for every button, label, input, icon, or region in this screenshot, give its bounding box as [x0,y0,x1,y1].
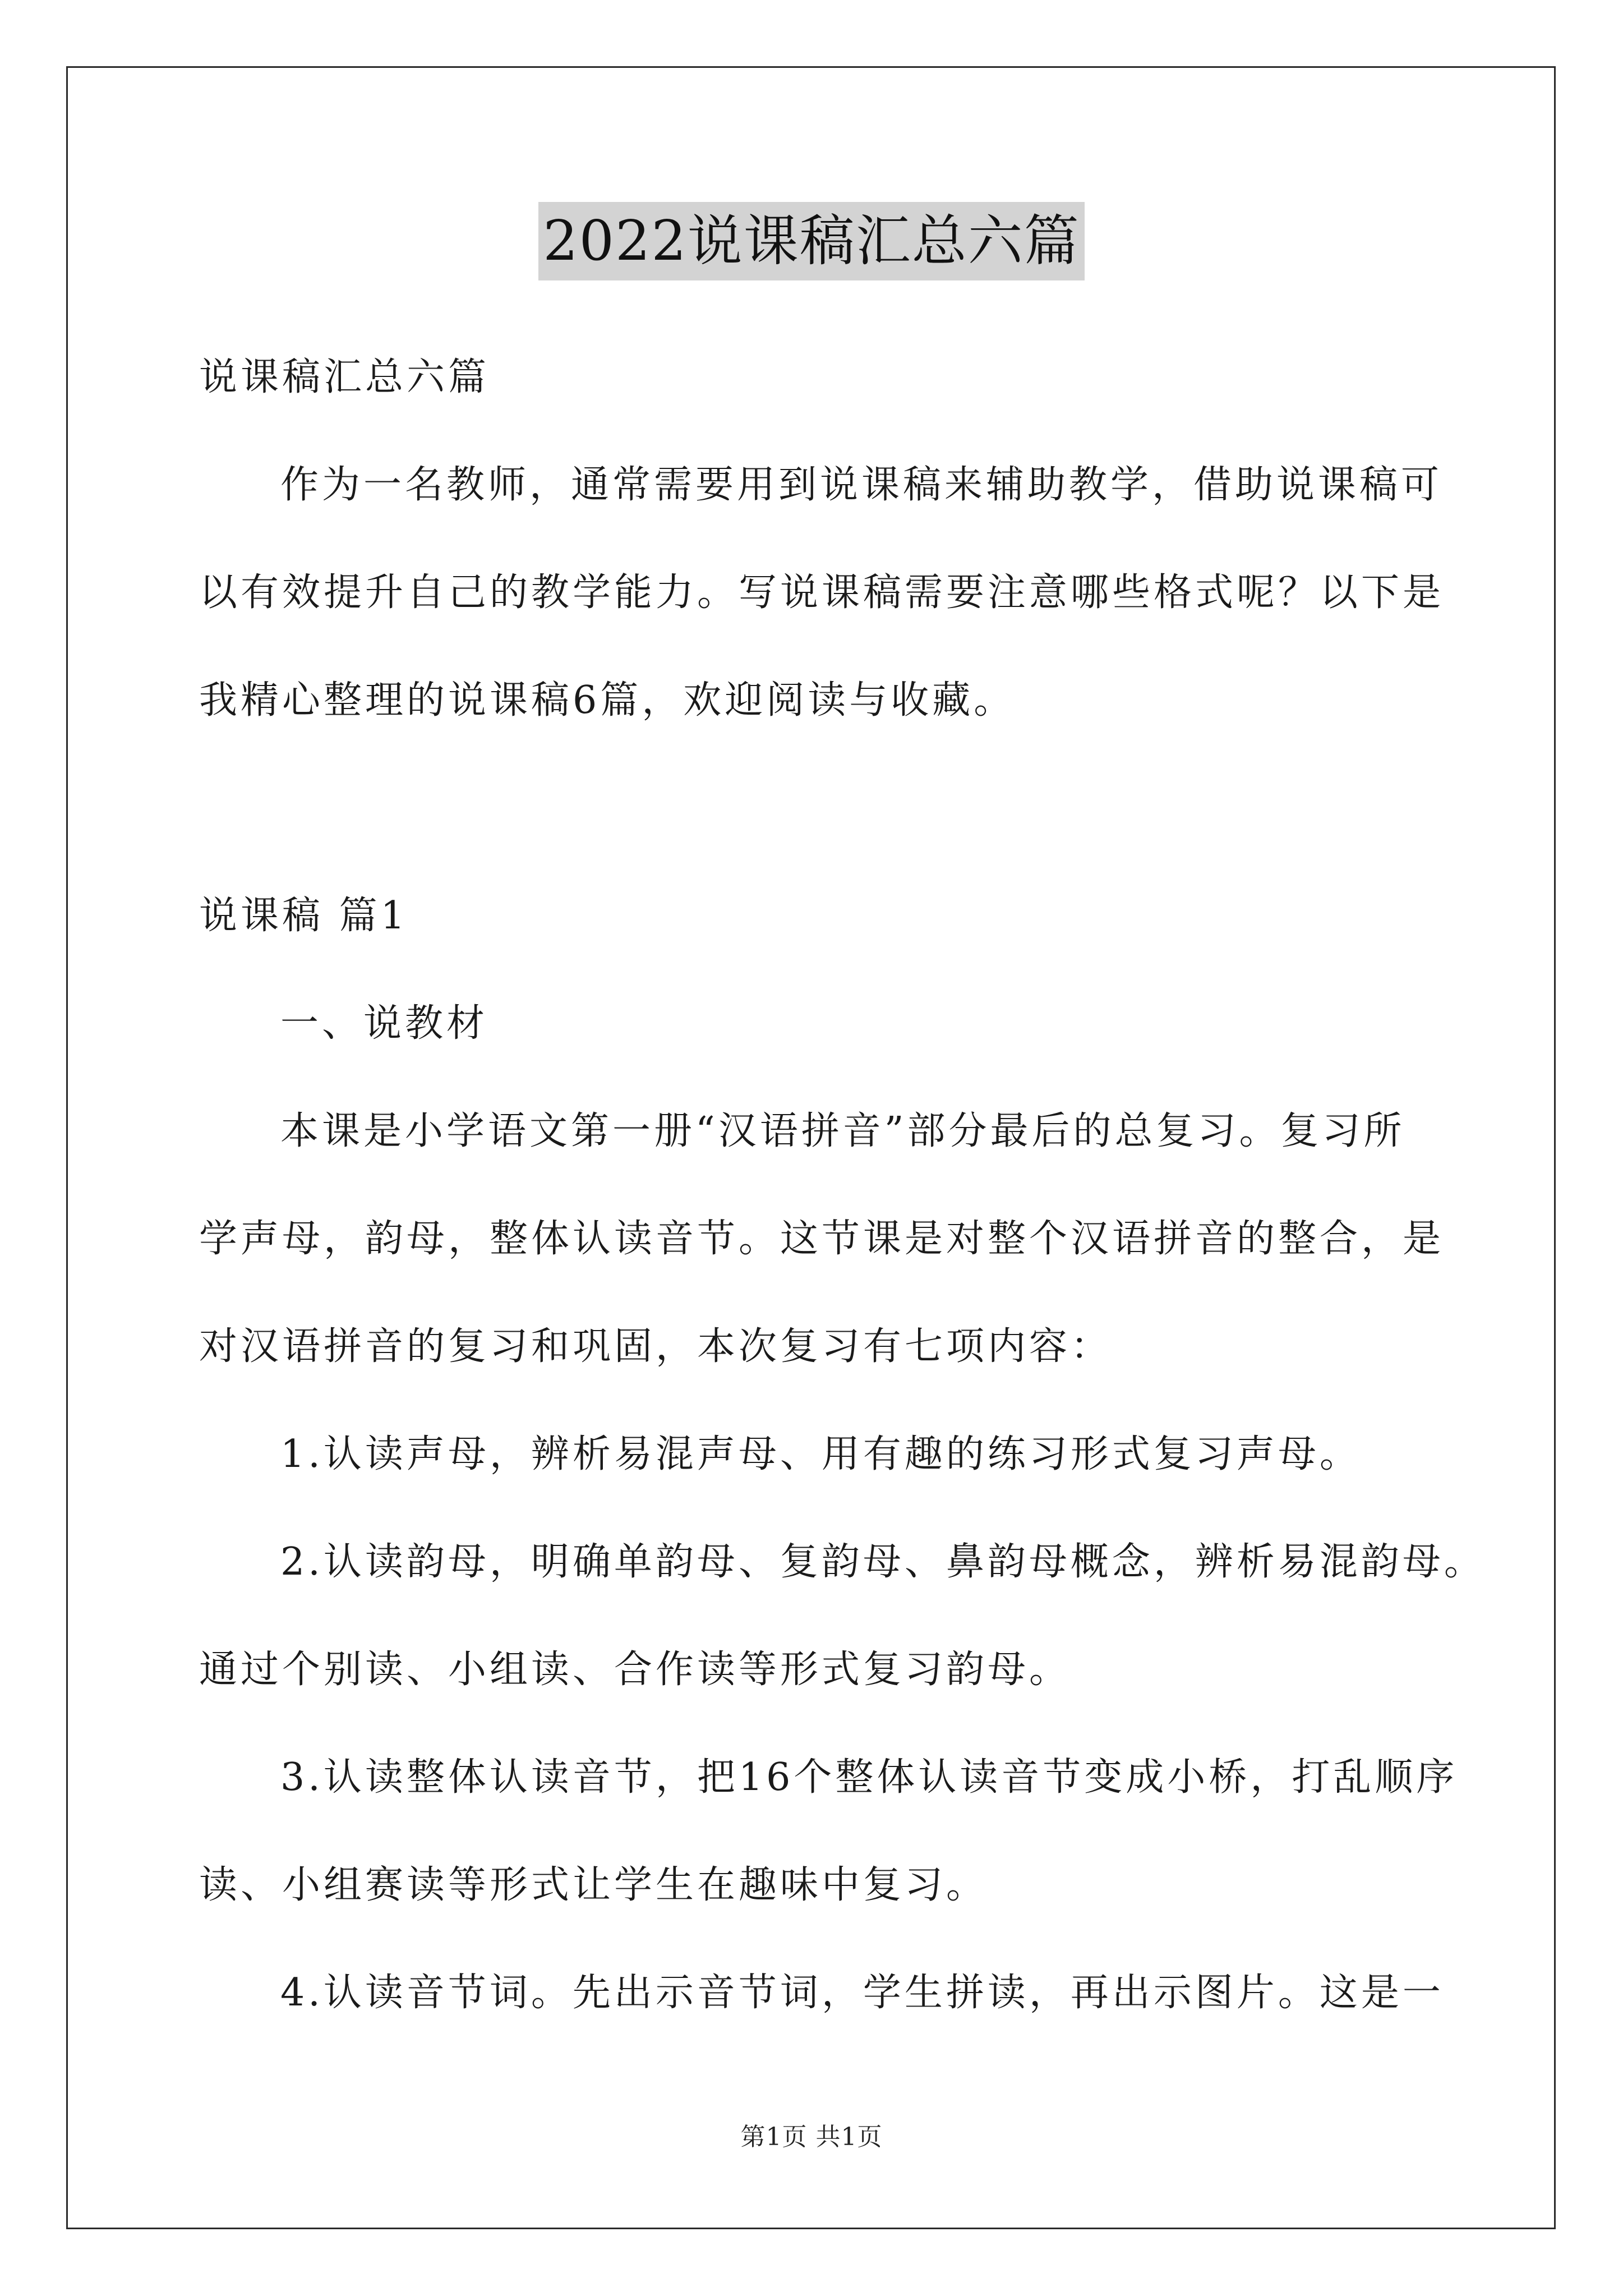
section-heading: 说课稿 篇1 [199,894,408,938]
list-item: 1.认读声母，辨析易混声母、用有趣的练习形式复习声母。 [280,1432,1361,1476]
paragraph-line: 作为一名教师，通常需要用到说课稿来辅助教学，借助说课稿可 [280,463,1443,507]
list-item: 4.认读音节词。先出示音节词，学生拼读，再出示图片。这是一 [280,1971,1444,2015]
paragraph-line: 我精心整理的说课稿6篇，欢迎阅读与收藏。 [199,678,1016,723]
document-title: 2022说课稿汇总六篇 [538,202,1084,280]
paragraph-line: 学声母，韵母，整体认读音节。这节课是对整个汉语拼音的整合，是 [199,1217,1445,1261]
document-subtitle: 说课稿汇总六篇 [199,355,490,399]
paragraph-line: 本课是小学语文第一册“汉语拼音”部分最后的总复习。复习所 [280,1109,1405,1153]
paragraph-line: 对汉语拼音的复习和巩固，本次复习有七项内容： [199,1324,1113,1369]
subsection-heading: 一、说教材 [280,1001,488,1046]
paragraph-line: 以有效提升自己的教学能力。写说课稿需要注意哪些格式呢？以下是 [199,570,1445,615]
title-container [0,202,1623,280]
list-item: 2.认读韵母，明确单韵母、复韵母、鼻韵母概念，辨析易混韵母。 [280,1540,1486,1584]
page-footer: 第1页 共1页 [740,2123,883,2151]
list-item: 3.认读整体认读音节，把16个整体认读音节变成小桥，打乱顺序 [280,1755,1458,1800]
paragraph-line: 通过个别读、小组读、合作读等形式复习韵母。 [199,1648,1071,1692]
paragraph-line: 读、小组赛读等形式让学生在趣味中复习。 [199,1863,988,1907]
